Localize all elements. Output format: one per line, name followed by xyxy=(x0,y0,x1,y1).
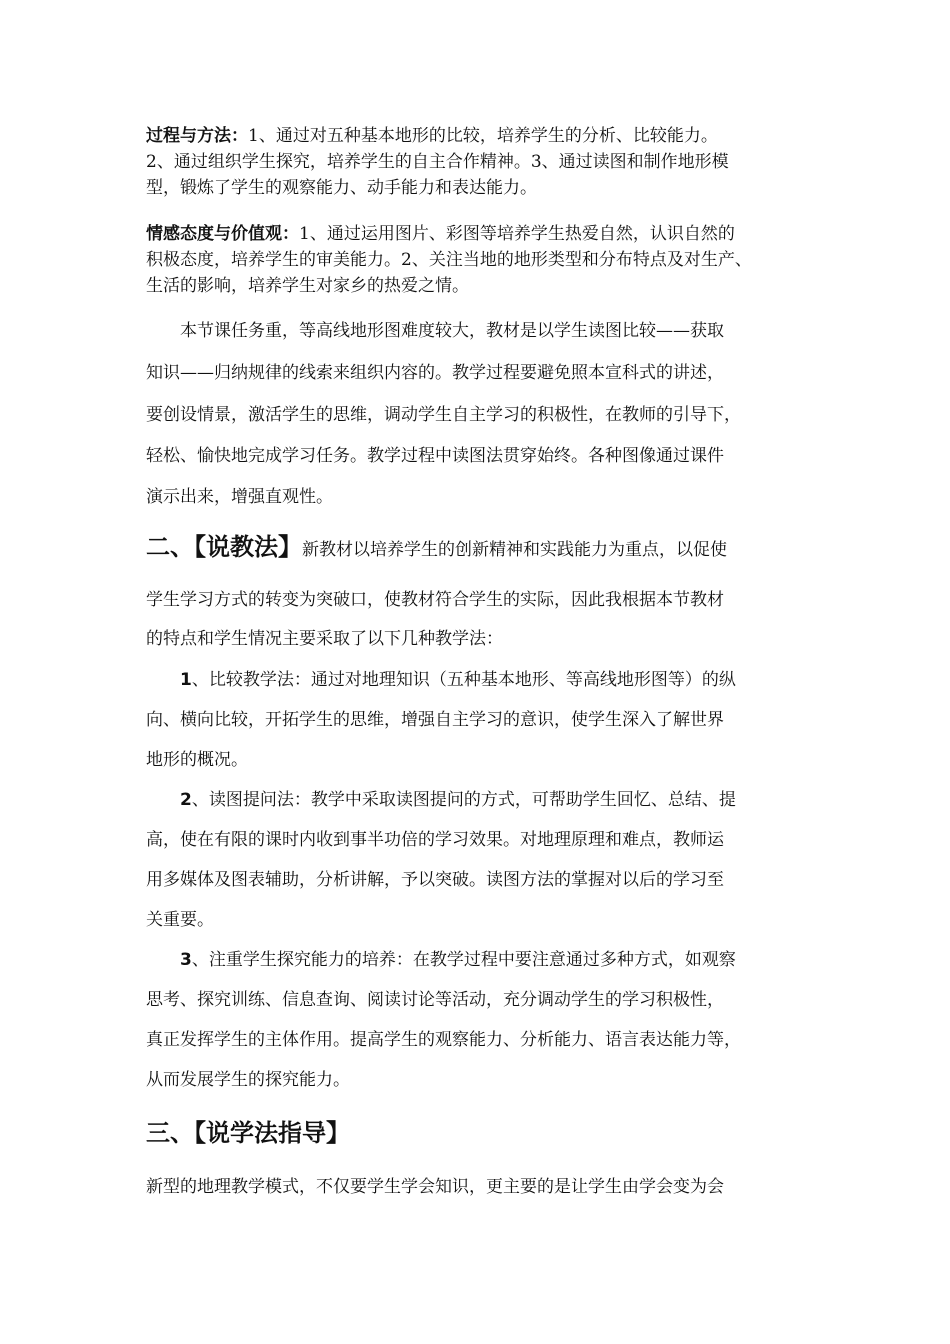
method3-line-2: 思考、探究训练、信息查询、阅读讨论等活动，充分调动学生的学习积极性， xyxy=(146,990,724,1010)
process-method-line-2: 2、通过组织学生探究，培养学生的自主合作精神。3、通过读图和制作地形模 xyxy=(146,152,729,172)
section2-heading-row xyxy=(146,532,727,565)
method3-line-4: 从而发展学生的探究能力。 xyxy=(146,1070,350,1090)
section2-first-line: 新教材以培养学生的创新精神和实践能力为重点，以促使 xyxy=(302,540,727,560)
method2-text: 、读图提问法：教学中采取读图提问的方式，可帮助学生回忆、总结、提 xyxy=(191,790,736,810)
section3-heading-row xyxy=(146,1118,350,1151)
process-method-line-1 xyxy=(146,125,718,147)
intro-line-1: 本节课任务重，等高线地形图难度较大，教材是以学生读图比较——获取 xyxy=(180,321,724,341)
method3-line-1 xyxy=(180,949,736,971)
method1-line-2: 向、横向比较，开拓学生的思维，增强自主学习的意识，使学生深入了解世界 xyxy=(146,710,724,730)
process-method-text: 1、通过对五种基本地形的比较，培养学生的分析、比较能力。 xyxy=(248,126,718,146)
method2-line-2: 高，使在有限的课时内收到事半功倍的学习效果。对地理原理和难点，教师运 xyxy=(146,830,724,850)
section3-heading: 三、【说学法指导】 xyxy=(146,1119,350,1147)
section2-heading: 二、【说教法】 xyxy=(146,533,302,561)
intro-line-2: 知识——归纳规律的线索来组织内容的。教学过程要避免照本宣科式的讲述， xyxy=(146,363,724,383)
intro-line-4: 轻松、愉快地完成学习任务。教学过程中读图法贯穿始终。各种图像通过课件 xyxy=(146,446,724,466)
process-method-line-3: 型，锻炼了学生的观察能力、动手能力和表达能力。 xyxy=(146,178,537,198)
emotion-text: 1、通过运用图片、彩图等培养学生热爱自然，认识自然的 xyxy=(299,224,735,244)
method2-line-4: 关重要。 xyxy=(146,910,214,930)
section2-line-2: 学生学习方式的转变为突破口，使教材符合学生的实际，因此我根据本节教材 xyxy=(146,590,724,610)
method2-line-1 xyxy=(180,789,736,811)
intro-line-5: 演示出来，增强直观性。 xyxy=(146,487,333,507)
method3-text: 、注重学生探究能力的培养：在教学过程中要注意通过多种方式，如观察 xyxy=(191,950,736,970)
method3-number: 3 xyxy=(180,950,192,970)
method2-number: 2 xyxy=(180,790,192,810)
emotion-line-1 xyxy=(146,223,735,245)
process-method-label: 过程与方法： xyxy=(146,126,248,146)
emotion-label: 情感态度与价值观： xyxy=(146,224,299,244)
method1-line-3: 地形的概况。 xyxy=(146,750,248,770)
method2-line-3: 用多媒体及图表辅助，分析讲解，予以突破。读图方法的掌握对以后的学习至 xyxy=(146,870,724,890)
method3-line-3: 真正发挥学生的主体作用。提高学生的观察能力、分析能力、语言表达能力等， xyxy=(146,1030,741,1050)
emotion-line-3: 生活的影响，培养学生对家乡的热爱之情。 xyxy=(146,276,469,296)
method1-number: 1 xyxy=(180,670,192,690)
emotion-line-2: 积极态度，培养学生的审美能力。2、关注当地的地形类型和分布特点及对生产、 xyxy=(146,250,752,270)
method1-text: 、比较教学法：通过对地理知识（五种基本地形、等高线地形图等）的纵 xyxy=(191,670,736,690)
section2-line-3: 的特点和学生情况主要采取了以下几种教学法： xyxy=(146,629,503,649)
section3-line-1: 新型的地理教学模式，不仅要学生学会知识，更主要的是让学生由学会变为会 xyxy=(146,1177,724,1197)
intro-line-3: 要创设情景，激活学生的思维，调动学生自主学习的积极性，在教师的引导下， xyxy=(146,405,741,425)
method1-line-1 xyxy=(180,669,736,691)
